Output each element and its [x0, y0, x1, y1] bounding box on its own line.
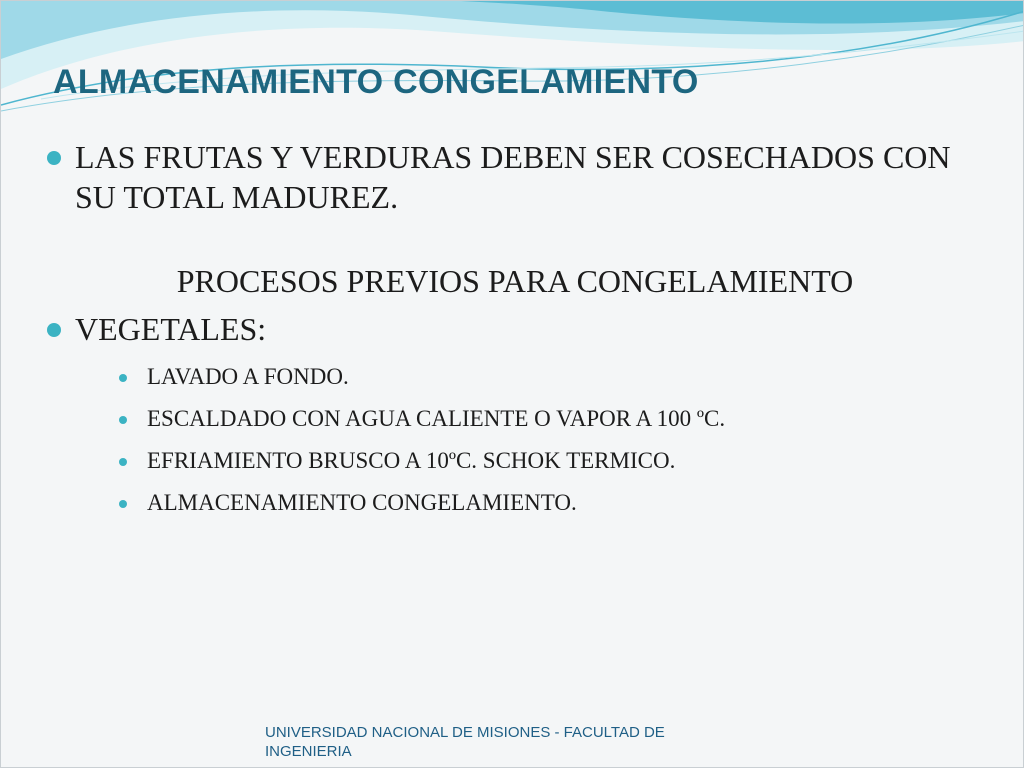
- bullet-text: LAS FRUTAS Y VERDURAS DEBEN SER COSECHADOS CON SU TOTAL MADUREZ.: [75, 139, 951, 215]
- slide-title: ALMACENAMIENTO CONGELAMIENTO: [53, 63, 699, 101]
- header-wave-decoration: [1, 1, 1024, 121]
- sub-bullet-item: [45, 362, 985, 391]
- sub-bullet-text: ALMACENAMIENTO CONGELAMIENTO.: [147, 490, 577, 515]
- sub-bullet-text: EFRIAMIENTO BRUSCO A 10ºC. SCHOK TERMICO.: [147, 448, 676, 473]
- sub-bullet-dot-icon: [119, 500, 127, 508]
- bullet-dot-icon: [47, 323, 61, 337]
- bullet-item-vegetales: [45, 309, 985, 349]
- bullet-dot-icon: [47, 151, 61, 165]
- sub-bullet-dot-icon: [119, 374, 127, 382]
- slide-body: [45, 137, 985, 517]
- sub-bullet-dot-icon: [119, 416, 127, 424]
- sub-bullet-dot-icon: [119, 458, 127, 466]
- sub-bullet-item: [45, 446, 985, 475]
- sub-bullet-item: [45, 488, 985, 517]
- slide-footer: UNIVERSIDAD NACIONAL DE MISIONES - FACULTAD DE INGENIERIA: [265, 724, 665, 760]
- sub-bullet-text: LAVADO A FONDO.: [147, 364, 349, 389]
- bullet-item: [45, 137, 985, 217]
- section-heading: PROCESOS PREVIOS PARA CONGELAMIENTO: [176, 263, 854, 299]
- sub-bullet-item: [45, 404, 985, 433]
- bullet-text: VEGETALES:: [75, 311, 267, 347]
- sub-bullet-text: ESCALDADO CON AGUA CALIENTE O VAPOR A 100 ºC.: [147, 406, 726, 431]
